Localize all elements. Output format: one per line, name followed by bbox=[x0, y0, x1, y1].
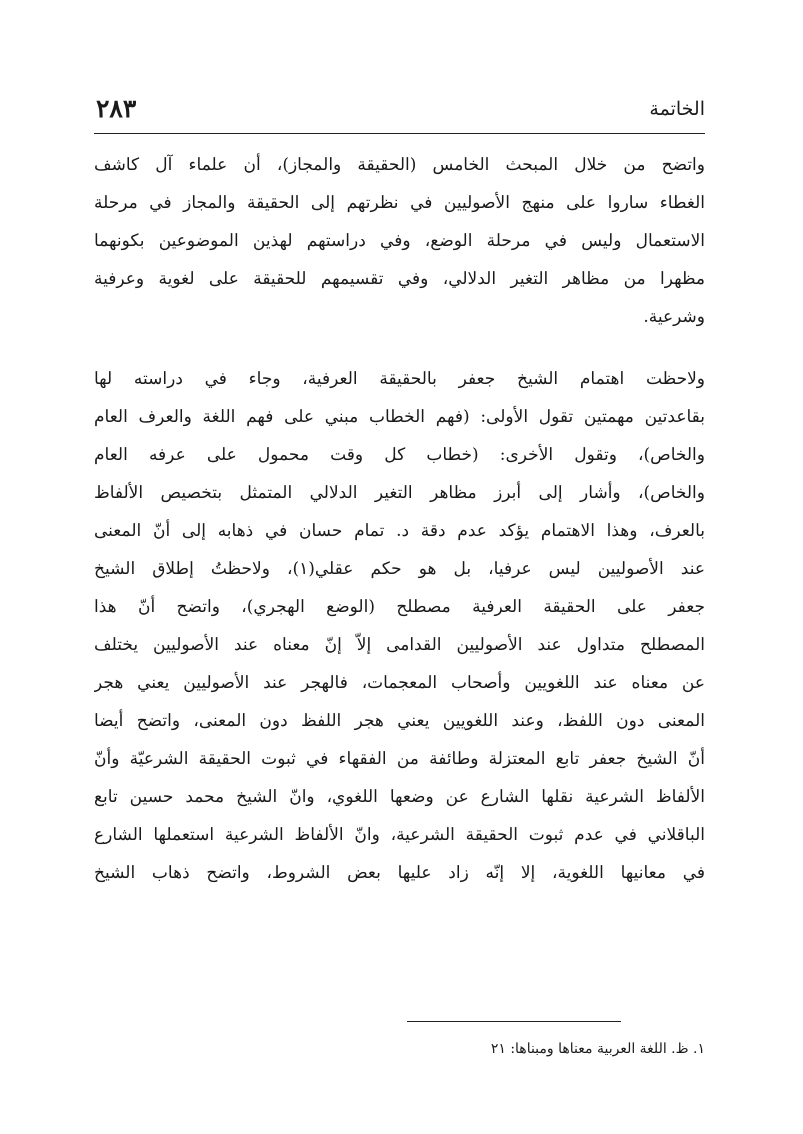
text-line: والخاص)، وتقول الأخرى: (خطاب كل وقت محمول على عرفه العام bbox=[94, 445, 705, 465]
text-line: المصطلح متداول عند الأصوليين القدامى إلاّ إنّ معناه عند الأصوليين يختلف bbox=[94, 635, 705, 655]
header-rule bbox=[94, 133, 705, 134]
text-line: الاستعمال وليس في مرحلة الوضع، وفي دراستهم لهذين الموضوعين بكونهما bbox=[94, 231, 705, 251]
text-line: المعنى دون اللفظ، وعند اللغويين يعني هجر اللفظ دون المعنى، واتضح أيضا bbox=[94, 711, 705, 731]
text-line: بقاعدتين مهمتين تقول الأولى: (فهم الخطاب مبني على فهم اللغة والعرف العام bbox=[94, 407, 705, 427]
body-text bbox=[94, 146, 705, 892]
text-line: واتضح من خلال المبحث الخامس (الحقيقة والمجاز)، أن علماء آل كاشف bbox=[94, 155, 705, 175]
page-number: ٢٨٣ bbox=[96, 94, 137, 123]
paragraph-conclusion-2 bbox=[94, 360, 705, 892]
text-line: بالعرف، وهذا الاهتمام يؤكد عدم دقة د. تمام حسان في ذهابه إلى أنّ المعنى bbox=[94, 521, 705, 541]
paragraph-conclusion-1 bbox=[94, 146, 705, 336]
text-line: والخاص)، وأشار إلى أبرز مظاهر التغير الدلالي المتمثل بتخصيص الألفاظ bbox=[94, 483, 705, 503]
text-line: أنّ الشيخ جعفر تابع المعتزلة وطائفة من الفقهاء في ثبوت الحقيقة الشرعيّة وأنّ bbox=[94, 749, 705, 769]
text-line: عند الأصوليين ليس عرفيا، بل هو حكم عقلي(١)، ولاحظتُ إطلاق الشيخ bbox=[94, 559, 705, 579]
text-line: مظهرا من مظاهر التغير الدلالي، وفي تقسيمهم للحقيقة على لغوية وعرفية bbox=[94, 269, 705, 289]
text-line: عن معناه عند اللغويين وأصحاب المعجمات، فالهجر عند الأصوليين يعني هجر bbox=[94, 673, 705, 693]
text-line: الباقلاني في عدم ثبوت الحقيقة الشرعية، وانّ الألفاظ الشرعية استعملها الشارع bbox=[94, 825, 705, 845]
text-line: في معانيها اللغوية، إلا إنّه زاد عليها بعض الشروط، واتضح ذهاب الشيخ bbox=[94, 863, 705, 883]
page-header bbox=[94, 96, 705, 130]
text-line: الألفاظ الشرعية نقلها الشارع عن وضعها اللغوي، وانّ الشيخ محمد حسين تابع bbox=[94, 787, 705, 807]
footnote-rule bbox=[407, 1021, 621, 1022]
text-line: جعفر على الحقيقة العرفية مصطلح (الوضع الهجري)، واتضح أنّ هذا bbox=[94, 597, 705, 617]
running-title: الخاتمة bbox=[649, 98, 705, 120]
text-line: ولاحظت اهتمام الشيخ جعفر بالحقيقة العرفية، وجاء في دراسته لها bbox=[94, 369, 705, 389]
text-line: وشرعية. bbox=[643, 307, 705, 327]
text-line: الغطاء ساروا على منهج الأصوليين في نظرتهم إلى الحقيقة والمجاز في مرحلة bbox=[94, 193, 705, 213]
footnote: ١. ظ. اللغة العربية معناها ومبناها: ٢١ bbox=[490, 1041, 705, 1057]
